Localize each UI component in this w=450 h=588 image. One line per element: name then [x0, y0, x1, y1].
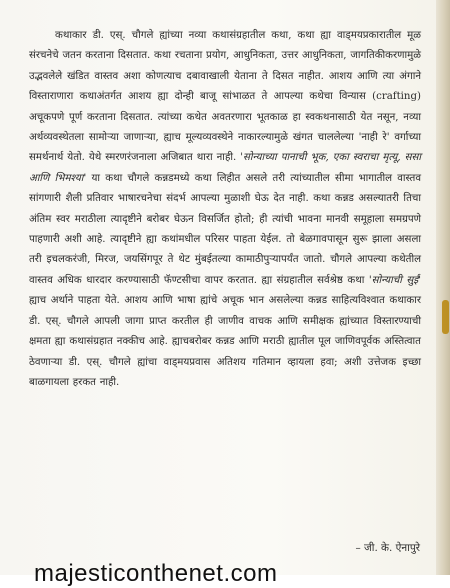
book-spine: [436, 0, 450, 575]
paragraph-part-2: या कथा चौगले कन्नडमध्ये कथा लिहीत असले तरी त्यांच्यातील सीमा भागातील वास्तव सांगणारी शैली प्रतिवार भाषारचनेचा संदर्भ आपल्या मुळाशी घेऊ देत नाही. कथा कन्नड असल्यातरी तिचा अंतिम स्वर मराठीला त्यादृष्टीने बरोबर घेऊन विसर्जित होतो; ही त्यांची भावना मानवी समूहाला समग्रपणे पाहणारी अशी आहे. त्यादृष्टीने ह्या कथांमधील परिसर पाहता येईल. तो बेळगावपासून सुरू झाला असला तरी इचलकरंजी, मिरज, जयसिंगपूर ते थेट मुंबईतल्या कामाठीपुऱ्यापर्यंत जातो. चौगले आपल्या कथेतील वास्तव अधिक धारदार करण्यासाठी फॅण्टसीचा वापर करतात. ह्या संग्रहातील सर्वश्रेष्ठ कथा: [29, 172, 421, 286]
spine-bookmark: [442, 300, 449, 334]
paragraph-part-3: ह्याच अर्थाने पाहता येते. आशय आणि भाषा ह्यांचे अचूक भान असलेल्या कन्नड साहित्यविश्वात कथाकार डी. एस्. चौगले आपली जागा प्राप्त करतील ही जाणीव वाचक आणि समीक्षक ह्यांच्यात विस्तारण्याची क्षमता ह्या कथासंग्रहात नक्कीच आहे. ह्याचबरोबर कन्नड आणि मराठी ह्यातील पूल जाणिवपूर्वक अस्तित्वात ठेवणाऱ्या डी. एस्. चौगले ह्यांचा वाड्मयप्रवास अतिशय गतिमान व्हायला हवा; अशी उत्तेजक इच्छा बाळगायला हरकत नाही.: [29, 295, 421, 388]
best-story-title: 'सोन्याची सुई': [368, 274, 422, 286]
body-text: [29, 26, 421, 393]
watermark-text: majesticonthenet.com: [34, 560, 278, 587]
story-titles: 'सोन्याच्या पानाची भूक, एका स्वराचा मृत्यू, ससा आणि भिमश्या': [29, 152, 421, 184]
author-signature: – जी. के. ऐनापुरे: [355, 542, 420, 554]
paragraph-part-1: कथाकार डी. एस्. चौगले ह्यांच्या नव्या कथासंग्रहातील कथा, कथा ह्या वाड्मयप्रकारातील मूळ संरचनेचे जतन करताना दिसतात. कथा रचताना प्रयोग, आधुनिकता, उत्तर आधुनिकता, जागतिकीकरणामुळे उद्भवलेले खंडित वास्तव अशा कोणत्याच दबावाखाली येताना ते दिसत नाहीत. आशय आणि त्या अंगाने विस्ताराणारा कथाअंतर्गत आशय ह्या दोन्ही बाजू सांभाळत ते आपल्या कथेचा विन्यास (crafting) अचूकपणे पूर्ण करताना दिसतात. त्यांच्या कथेत अवतरणारा भूतकाळ हा स्वकथनासाठी येत नसून, नव्या अर्थव्यवस्थेतला सामोऱ्या जाणाऱ्या, ह्याच मूल्यव्यवस्थेने नाकारल्यामुळे खंगत चाललेल्या 'नाही रे' वर्गाच्या समर्थनार्थ येतो. येथे स्मरणरंजनाला अजिबात थारा नाही.: [29, 30, 421, 164]
blurb-paragraph: [29, 26, 421, 393]
